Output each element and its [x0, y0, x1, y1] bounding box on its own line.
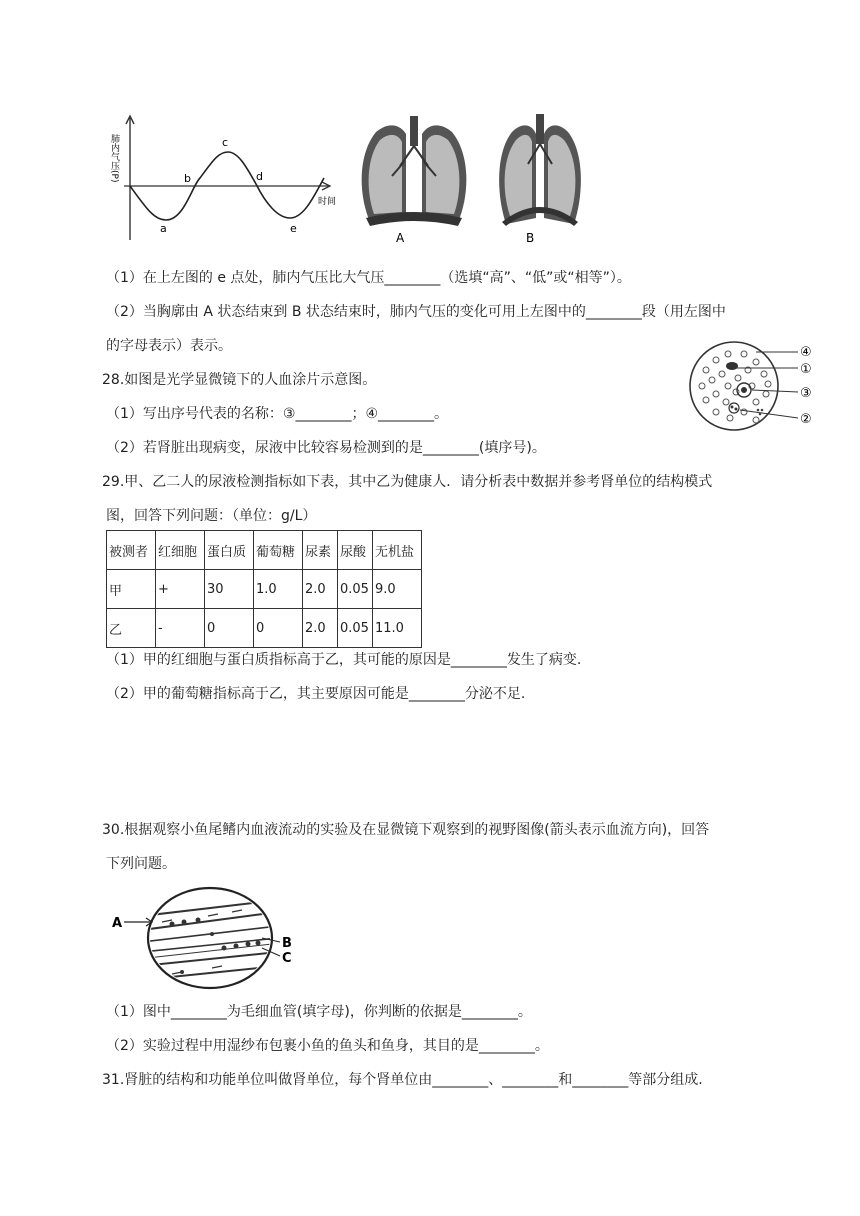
table-header-cell: 被测者	[107, 531, 156, 570]
q28-sub2: （2）若肾脏出现病变，尿液中比较容易检测到的是________(填序号)。	[106, 440, 546, 456]
urine-test-table	[106, 530, 422, 648]
q27-sub2a: （2）当胸廓由 A 状态结束到 B 状态结束时，肺内气压的变化可用上左图中的________段（用左图中	[106, 304, 726, 320]
table-header-cell: 葡萄糖	[254, 531, 303, 570]
table-cell: 乙	[107, 609, 156, 648]
table-row	[107, 570, 422, 609]
fish-tail-figure	[112, 886, 302, 992]
q30-title-a: 30.根据观察小鱼尾鳍内血液流动的实验及在显微镜下观察到的视野图像(箭头表示血流方向)，回答	[102, 822, 710, 838]
point-e: e	[290, 222, 297, 235]
table-cell: 0.05	[338, 570, 373, 609]
table-row	[107, 609, 422, 648]
blood-smear-figure	[686, 340, 828, 432]
q29-title-a: 29.甲、乙二人的尿液检测指标如下表，其中乙为健康人．请分析表中数据并参考肾单位的结构模式	[102, 474, 713, 490]
point-c: c	[222, 136, 229, 149]
table-cell: 0.05	[338, 609, 373, 648]
smear-label-2: ②	[800, 412, 812, 427]
lung-label-b: B	[526, 231, 535, 245]
y-axis-label: 肺内气压(P)	[109, 134, 119, 183]
table-cell: 1.0	[254, 570, 303, 609]
fish-label-b: B	[282, 936, 292, 951]
point-d: d	[256, 170, 263, 183]
lung-figure-a	[352, 114, 476, 246]
fish-label-a: A	[112, 916, 123, 931]
q27-sub1: （1）在上左图的 e 点处，肺内气压比大气压________（选填“高”、“低”或“相等”）。	[106, 270, 631, 286]
table-header-cell: 尿酸	[338, 531, 373, 570]
table-cell: 0	[254, 609, 303, 648]
table-cell: 0	[205, 609, 254, 648]
x-axis-label: 时间	[318, 197, 337, 207]
q29-title-b: 图，回答下列问题：（单位：g/L）	[106, 508, 317, 524]
q30-sub1: （1）图中________为毛细血管(填字母)，你判断的依据是________。	[106, 1004, 532, 1020]
table-cell: 30	[205, 570, 254, 609]
table-cell: +	[156, 570, 205, 609]
table-cell: 甲	[107, 570, 156, 609]
q29-sub1: （1）甲的红细胞与蛋白质指标高于乙，其可能的原因是________发生了病变.	[106, 652, 582, 668]
point-a: a	[160, 222, 167, 235]
q31-title: 31.肾脏的结构和功能单位叫做肾单位，每个肾单位由________、________和________等部分组成.	[102, 1072, 703, 1088]
table-cell: 2.0	[303, 570, 338, 609]
point-b: b	[184, 172, 191, 185]
smear-label-4: ④	[800, 345, 812, 360]
table-header-row	[107, 531, 422, 570]
table-cell: 9.0	[373, 570, 422, 609]
q28-sub1: （1）写出序号代表的名称：③________；④________。	[106, 406, 449, 422]
lung-figure-b	[490, 112, 590, 246]
fish-label-c: C	[282, 951, 292, 966]
table-header-cell: 红细胞	[156, 531, 205, 570]
smear-label-3: ③	[800, 386, 812, 401]
pressure-graph	[108, 112, 343, 244]
q27-sub2b: 的字母表示）表示。	[106, 338, 232, 354]
smear-label-1: ①	[800, 362, 812, 377]
q30-sub2: （2）实验过程中用湿纱布包裹小鱼的鱼头和鱼身，其目的是________。	[106, 1038, 549, 1054]
q28-title: 28.如图是光学显微镜下的人血涂片示意图。	[102, 372, 377, 388]
table-header-cell: 无机盐	[373, 531, 422, 570]
table-header-cell: 尿素	[303, 531, 338, 570]
table-cell: 11.0	[373, 609, 422, 648]
table-header-cell: 蛋白质	[205, 531, 254, 570]
table-cell: 2.0	[303, 609, 338, 648]
table-cell: -	[156, 609, 205, 648]
lung-label-a: A	[396, 231, 405, 245]
q29-sub2: （2）甲的葡萄糖指标高于乙，其主要原因可能是________分泌不足.	[106, 686, 526, 702]
q30-title-b: 下列问题。	[106, 856, 176, 872]
